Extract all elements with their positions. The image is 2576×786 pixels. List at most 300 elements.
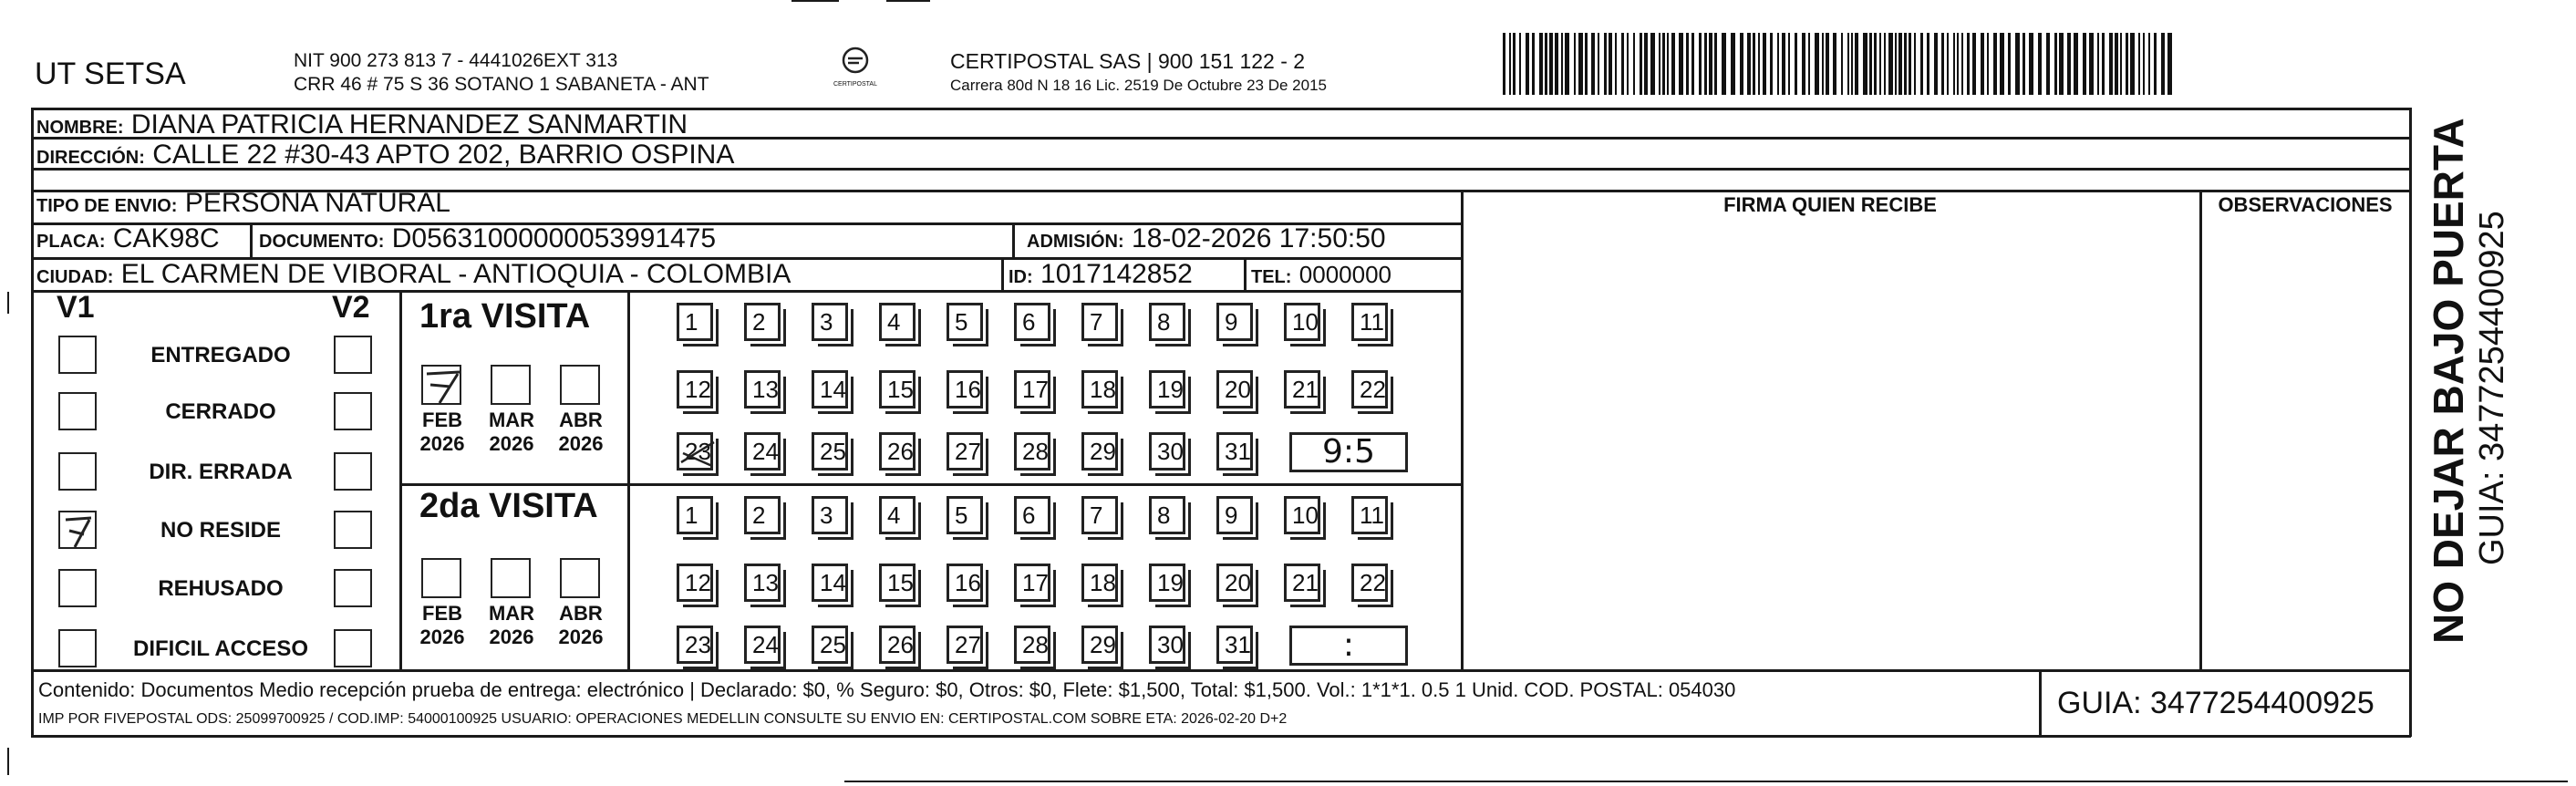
barcode-bar (1953, 33, 1955, 95)
barcode-bar (1795, 33, 1797, 95)
v2-checkbox[interactable] (334, 336, 372, 374)
day-number: 14 (820, 376, 846, 403)
day-box[interactable] (1081, 626, 1118, 664)
day-number: 7 (1090, 502, 1103, 529)
month-label (480, 602, 543, 649)
barcode-bar (2015, 33, 2020, 95)
barcode-bar (1947, 33, 1949, 95)
barcode-bar (1770, 33, 1773, 95)
day-number: 8 (1157, 308, 1171, 336)
barcode-bar (1709, 33, 1712, 95)
day-number: 17 (1022, 569, 1049, 596)
barcode-bar (2097, 33, 2099, 95)
day-box[interactable] (947, 432, 983, 471)
barcode-bar (1851, 33, 1853, 95)
tel-label: TEL: (1251, 267, 1292, 287)
day-number: 15 (887, 376, 914, 403)
barcode-bar (1920, 33, 1923, 95)
day-number: 13 (752, 569, 779, 596)
day-number: 4 (887, 502, 901, 529)
barcode-bar (1662, 33, 1665, 95)
month-year: 2026 (558, 432, 604, 455)
day-number: 9 (1225, 308, 1238, 336)
barcode-bar (2148, 33, 2150, 95)
day-number: 9 (1225, 502, 1238, 529)
direccion-value: CALLE 22 #30-43 APTO 202, BARRIO OSPINA (152, 140, 735, 170)
barcode-bar (1863, 33, 1867, 95)
status-label: ENTREGADO (150, 343, 291, 367)
footer-guia: GUIA: 3477254400925 (2057, 686, 2374, 720)
barcode-bar (2038, 33, 2042, 95)
status-label: NO RESIDE (160, 518, 282, 543)
day-box[interactable] (744, 370, 781, 409)
barcode-bar (2054, 33, 2057, 95)
barcode-bar (1519, 33, 1521, 95)
day-box[interactable] (677, 370, 713, 409)
day-box[interactable] (677, 496, 713, 534)
barcode-bar (1598, 33, 1599, 95)
day-box[interactable] (1284, 370, 1320, 409)
barcode-bar (1699, 33, 1702, 95)
day-number: 20 (1225, 569, 1251, 596)
barcode-bar (1644, 33, 1648, 95)
certipostal-logo-icon (830, 46, 881, 82)
barcode-bar (1691, 33, 1694, 95)
nit-line: NIT 900 273 813 7 - 4441026EXT 313 (294, 50, 618, 71)
status-label: CERRADO (165, 399, 276, 424)
barcode-bar (1650, 33, 1655, 95)
day-number: 26 (887, 438, 914, 465)
barcode-bar (2167, 33, 2172, 95)
day-box[interactable] (1081, 564, 1118, 602)
day-box[interactable] (812, 432, 848, 471)
month-year: 2026 (489, 432, 534, 455)
month-checkbox[interactable] (560, 365, 600, 405)
month-label (480, 409, 543, 456)
day-number: 19 (1157, 569, 1184, 596)
day-number: 27 (955, 631, 981, 658)
barcode-bar (2126, 33, 2128, 95)
day-number: 28 (1022, 438, 1049, 465)
barcode-bar (2161, 33, 2165, 95)
day-box[interactable] (677, 432, 713, 471)
day-number: 20 (1225, 376, 1251, 403)
barcode-bar (1627, 33, 1629, 95)
day-number: 24 (752, 438, 779, 465)
barcode-bar (1782, 33, 1785, 95)
day-number: 25 (820, 438, 846, 465)
barcode-bar (1722, 33, 1726, 95)
day-box[interactable] (879, 432, 916, 471)
month-year: 2026 (419, 626, 465, 648)
barcode-bar (2115, 33, 2118, 95)
day-box[interactable] (879, 370, 916, 409)
month-label (410, 409, 474, 456)
barcode-bar (1549, 33, 1553, 95)
direccion-row (36, 140, 734, 173)
day-box[interactable] (1216, 626, 1253, 664)
barcode-bar (2029, 33, 2033, 95)
day-box[interactable] (1014, 432, 1050, 471)
barcode-bar (1591, 33, 1595, 95)
barcode-bar (1934, 33, 1938, 95)
carrier-line1: CERTIPOSTAL SAS | 900 151 122 - 2 (950, 49, 1306, 73)
day-box[interactable] (1216, 370, 1253, 409)
day-number: 3 (820, 502, 833, 529)
day-number: 8 (1157, 502, 1171, 529)
barcode-bar (2023, 33, 2025, 95)
barcode-bar (2000, 33, 2004, 95)
month-name: ABR (559, 602, 603, 625)
month-checkbox[interactable] (491, 365, 531, 405)
day-number: 24 (752, 631, 779, 658)
barcode-bar (1833, 33, 1836, 95)
admision-value: 18-02-2026 17:50:50 (1132, 223, 1386, 253)
barcode-bar (1633, 33, 1635, 95)
day-number: 1 (685, 502, 698, 529)
month-label (549, 602, 613, 649)
day-box[interactable] (1216, 496, 1253, 534)
day-number: 25 (820, 631, 846, 658)
barcode-bar (1740, 33, 1743, 95)
certipostal-logo (830, 46, 881, 88)
month-year: 2026 (419, 432, 465, 455)
day-number: 13 (752, 376, 779, 403)
barcode-bar (1788, 33, 1790, 95)
day-box[interactable] (1216, 303, 1253, 341)
status-label: DIR. ERRADA (149, 460, 293, 484)
barcode-bar (1895, 33, 1897, 95)
barcode-bar (1758, 33, 1760, 95)
day-number: 12 (685, 569, 711, 596)
address-line: CRR 46 # 75 S 36 SOTANO 1 SABANETA - ANT (294, 74, 709, 95)
barcode-bar (1671, 33, 1675, 95)
day-number: 21 (1292, 376, 1319, 403)
barcode-bar (1914, 33, 1916, 95)
barcode-bar (2089, 33, 2094, 95)
v2-checkbox[interactable] (334, 511, 372, 549)
v2-checkbox[interactable] (334, 629, 372, 667)
barcode-bar (1609, 33, 1612, 95)
barcode-bar (1777, 33, 1779, 95)
time-box[interactable]: : (1289, 626, 1408, 666)
v2-header: V2 (332, 290, 370, 325)
direccion-label: DIRECCIÓN: (36, 148, 145, 168)
day-box[interactable] (812, 626, 848, 664)
barcode-bar (2138, 33, 2140, 95)
day-box[interactable] (677, 626, 713, 664)
v2-checkbox[interactable] (334, 452, 372, 491)
day-box[interactable] (1081, 303, 1118, 341)
barcode-bar (1981, 33, 1984, 95)
barcode-bar (1545, 33, 1547, 95)
barcode-bar (1539, 33, 1543, 95)
day-number: 27 (955, 438, 981, 465)
tel-value: 0000000 (1298, 261, 1392, 288)
day-number: 15 (887, 569, 914, 596)
documento-label: DOCUMENTO: (259, 232, 385, 252)
day-number: 29 (1090, 631, 1116, 658)
day-box[interactable] (1014, 626, 1050, 664)
day-number: 19 (1157, 376, 1184, 403)
tipo-row (36, 188, 450, 222)
day-box[interactable] (812, 564, 848, 602)
day-number: 3 (820, 308, 833, 336)
barcode-bar (1874, 33, 1877, 95)
day-number: 22 (1360, 376, 1386, 403)
day-number: 10 (1292, 308, 1319, 336)
day-number: 30 (1157, 631, 1184, 658)
month-label (549, 409, 613, 456)
day-number: 26 (887, 631, 914, 658)
barcode-bar (2046, 33, 2050, 95)
month-checkbox[interactable] (421, 365, 461, 405)
admision-row (1027, 223, 1386, 257)
nombre-label: NOMBRE: (36, 118, 124, 138)
barcode-bar (1961, 33, 1963, 95)
barcode-bar (1526, 33, 1529, 95)
day-box[interactable] (879, 564, 916, 602)
day-box[interactable] (947, 496, 983, 534)
day-box[interactable] (1014, 564, 1050, 602)
day-box[interactable] (744, 626, 781, 664)
barcode-bar (1667, 33, 1669, 95)
day-box[interactable] (879, 303, 916, 341)
barcode-bar (1802, 33, 1805, 95)
barcode-bar (1574, 33, 1576, 95)
day-number: 21 (1292, 569, 1319, 596)
day-box[interactable] (677, 303, 713, 341)
day-box[interactable] (1351, 370, 1388, 409)
barcode-bar (1987, 33, 1989, 95)
ciudad-value: EL CARMEN DE VIBORAL - ANTIOQUIA - COLOMBIA (120, 259, 791, 289)
month-name: ABR (559, 409, 603, 431)
month-label (410, 602, 474, 649)
day-box[interactable] (947, 626, 983, 664)
barcode-bar (1604, 33, 1607, 95)
day-number: 2 (752, 308, 766, 336)
barcode-bar (1565, 33, 1569, 95)
day-number: 28 (1022, 631, 1049, 658)
company-name: UT SETSA (35, 57, 186, 91)
day-box[interactable] (1351, 303, 1388, 341)
day-box[interactable] (744, 496, 781, 534)
day-number: 22 (1360, 569, 1386, 596)
day-number: 7 (1090, 308, 1103, 336)
barcode-bar (1815, 33, 1819, 95)
day-number: 5 (955, 502, 968, 529)
id-row (1009, 259, 1193, 293)
documento-value: D05631000000053991475 (391, 223, 717, 253)
barcode (1503, 33, 2174, 95)
month-name: MAR (488, 602, 535, 625)
day-number: 18 (1090, 569, 1116, 596)
barcode-bar (1659, 33, 1660, 95)
day-number: 14 (820, 569, 846, 596)
day-box[interactable] (1284, 496, 1320, 534)
day-box[interactable] (879, 496, 916, 534)
barcode-bar (1621, 33, 1624, 95)
day-box[interactable] (947, 370, 983, 409)
barcode-bar (1561, 33, 1563, 95)
day-box[interactable] (1351, 564, 1388, 602)
side-guia: GUIA: 3477254400925 (2473, 211, 2511, 565)
barcode-bar (1503, 33, 1505, 95)
barcode-bar (1909, 33, 1911, 95)
v2-checkbox[interactable] (334, 392, 372, 430)
placa-value: CAK98C (112, 223, 220, 253)
day-box[interactable] (1014, 303, 1050, 341)
day-box[interactable] (812, 303, 848, 341)
barcode-bar (1879, 33, 1881, 95)
day-number: 16 (955, 569, 981, 596)
barcode-bar (1679, 33, 1683, 95)
day-box[interactable] (677, 564, 713, 602)
day-box[interactable] (1149, 303, 1185, 341)
day-number: 10 (1292, 502, 1319, 529)
strike-mark-icon (679, 435, 716, 471)
day-number: 6 (1022, 502, 1036, 529)
day-number: 2 (752, 502, 766, 529)
barcode-bar (1747, 33, 1751, 95)
day-box[interactable] (1014, 496, 1050, 534)
day-box[interactable] (1216, 564, 1253, 602)
barcode-bar (2083, 33, 2086, 95)
day-box[interactable] (1149, 370, 1185, 409)
day-number: 31 (1225, 631, 1251, 658)
day-number: 18 (1090, 376, 1116, 403)
barcode-bar (2154, 33, 2157, 95)
day-box[interactable] (1081, 370, 1118, 409)
day-box[interactable] (744, 303, 781, 341)
day-box[interactable] (1081, 432, 1118, 471)
month-checkbox[interactable] (421, 558, 461, 598)
observaciones-header: OBSERVACIONES (2218, 193, 2393, 216)
day-number: 17 (1022, 376, 1049, 403)
barcode-bar (1704, 33, 1707, 95)
barcode-bar (2120, 33, 2122, 95)
documento-row (259, 223, 716, 257)
barcode-bar (2074, 33, 2078, 95)
footer-line2: IMP POR FIVEPOSTAL ODS: 25099700925 / COD.IMP: 54000100925 USUARIO: OPERACIONES MEDELLIN CONSULTE SU ENVIO EN: CERTIPOSTAL.COM SOBRE ETA: 2026-02-20 D+2 (38, 711, 1288, 727)
day-box[interactable] (812, 370, 848, 409)
barcode-bar (2130, 33, 2135, 95)
carrier-line2: Carrera 80d N 18 16 Lic. 2519 De Octubre 23 De 2015 (950, 77, 1327, 94)
placa-label: PLACA: (36, 232, 106, 252)
barcode-bar (1904, 33, 1907, 95)
barcode-bar (1957, 33, 1959, 95)
tipo-value: PERSONA NATURAL (184, 188, 450, 218)
day-box[interactable] (1351, 496, 1388, 534)
day-number: 31 (1225, 438, 1251, 465)
day-box[interactable] (1216, 432, 1253, 471)
id-value: 1017142852 (1040, 259, 1193, 289)
barcode-bar (1847, 33, 1849, 95)
month-checkbox[interactable] (491, 558, 531, 598)
logo-text: CERTIPOSTAL (833, 81, 877, 88)
check-mark-icon (423, 367, 463, 407)
day-box[interactable] (1149, 432, 1185, 471)
barcode-bar (1855, 33, 1858, 95)
day-box[interactable] (744, 432, 781, 471)
barcode-bar (1822, 33, 1824, 95)
barcode-bar (1888, 33, 1893, 95)
nombre-row (36, 109, 688, 143)
day-box[interactable] (812, 496, 848, 534)
day-number: 4 (887, 308, 901, 336)
id-label: ID: (1009, 267, 1033, 287)
status-label: DIFICIL ACCESO (132, 636, 308, 661)
barcode-bar (2059, 33, 2064, 95)
barcode-bar (2109, 33, 2113, 95)
day-number: 1 (685, 308, 698, 336)
visit1-title: 1ra VISITA (419, 297, 591, 336)
v2-checkbox[interactable] (334, 569, 372, 607)
day-box[interactable] (1081, 496, 1118, 534)
barcode-bar (1972, 33, 1976, 95)
admision-label: ADMISIÓN: (1027, 232, 1124, 252)
day-box[interactable] (744, 564, 781, 602)
barcode-bar (1826, 33, 1829, 95)
barcode-bar (1808, 33, 1810, 95)
barcode-bar (1869, 33, 1872, 95)
day-box[interactable] (1014, 370, 1050, 409)
v1-header: V1 (57, 290, 95, 325)
status-label: REHUSADO (158, 576, 284, 601)
time-box[interactable]: 9:5 (1289, 432, 1408, 472)
day-box[interactable] (879, 626, 916, 664)
nombre-value: DIANA PATRICIA HERNANDEZ SANMARTIN (130, 109, 688, 140)
day-box[interactable] (947, 564, 983, 602)
month-name: FEB (422, 602, 462, 625)
tel-row (1251, 259, 1391, 293)
day-number: 12 (685, 376, 711, 403)
month-year: 2026 (558, 626, 604, 648)
month-name: MAR (488, 409, 535, 431)
footer-line1: Contenido: Documentos Medio recepción prueba de entrega: electrónico | Declarado: $0, % Seguro: $0, Otros: $0, Flete: $1,500, Total: $1,500. Vol.: 1*1*1. 0.5 1 Unid. COD. POSTAL: 054030 (38, 678, 1736, 701)
day-box[interactable] (1149, 626, 1185, 664)
day-number: 30 (1157, 438, 1184, 465)
month-checkbox[interactable] (560, 558, 600, 598)
day-number: 6 (1022, 308, 1036, 336)
day-box[interactable] (947, 303, 983, 341)
day-number: 29 (1090, 438, 1116, 465)
month-year: 2026 (489, 626, 534, 648)
tipo-label: TIPO DE ENVIO: (36, 196, 178, 216)
barcode-bar (1884, 33, 1886, 95)
barcode-bar (1578, 33, 1583, 95)
day-number: 23 (685, 631, 711, 658)
day-number: 16 (955, 376, 981, 403)
barcode-bar (2008, 33, 2011, 95)
day-box[interactable] (1284, 564, 1320, 602)
firma-header: FIRMA QUIEN RECIBE (1723, 193, 1937, 216)
barcode-bar (2067, 33, 2071, 95)
barcode-bar (1615, 33, 1617, 95)
barcode-bar (1731, 33, 1735, 95)
day-box[interactable] (1284, 303, 1320, 341)
day-number: 11 (1360, 308, 1384, 336)
month-name: FEB (422, 409, 462, 431)
ciudad-label: CIUDAD: (36, 267, 114, 287)
day-number: 5 (955, 308, 968, 336)
barcode-bar (2102, 33, 2105, 95)
visit2-title: 2da VISITA (419, 487, 598, 525)
barcode-bar (1513, 33, 1516, 95)
day-number: 23 (685, 438, 711, 465)
day-box[interactable] (1149, 564, 1185, 602)
day-box[interactable] (1149, 496, 1185, 534)
